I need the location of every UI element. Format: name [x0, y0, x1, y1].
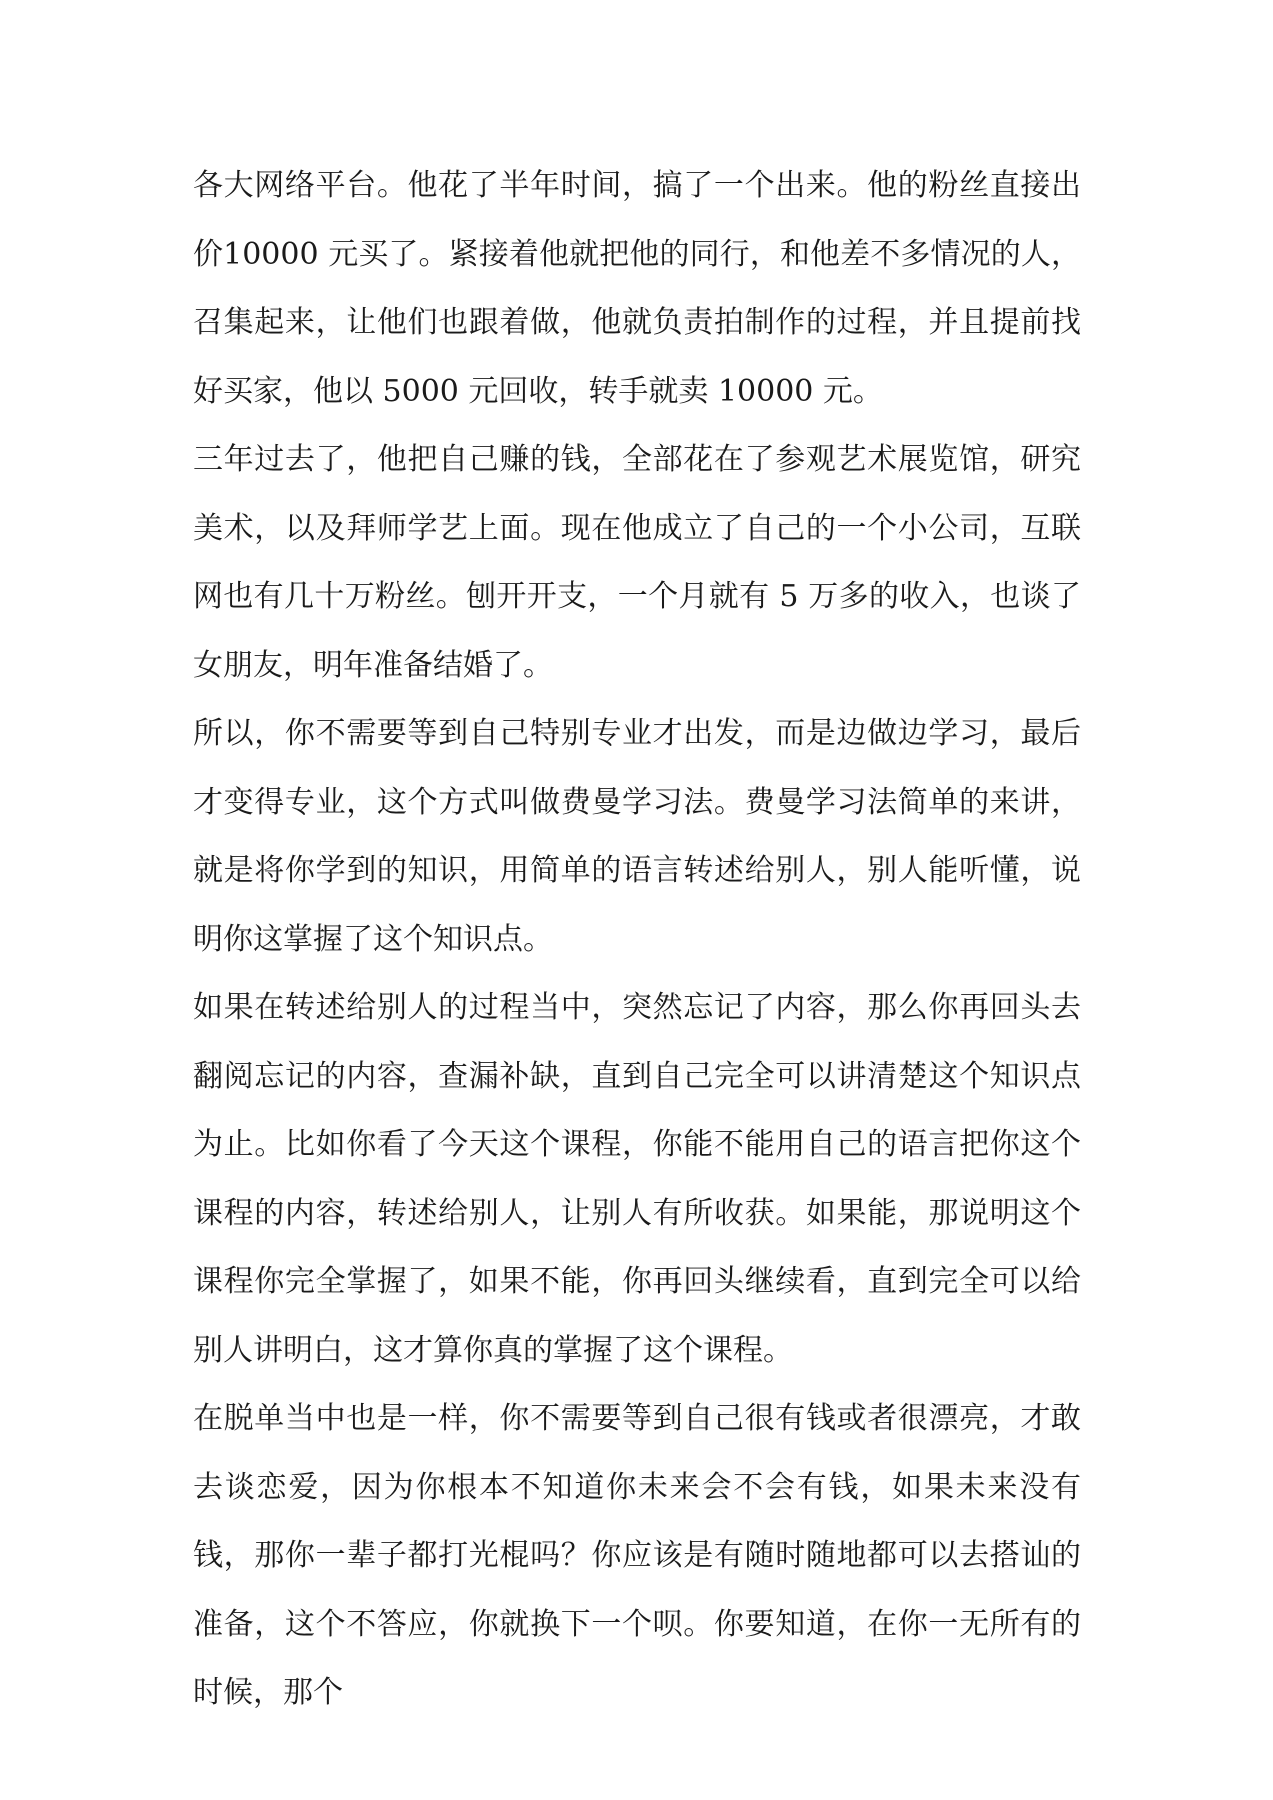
paragraph-3: 所以，你不需要等到自己特别专业才出发，而是边做边学习，最后才变得专业，这个方式叫做费曼学习法。费曼学习法简单的来讲，就是将你学到的知识，用简单的语言转述给别人，别人能听懂，说明你这掌握了这个知识点。: [193, 716, 1081, 957]
paragraph-5: 在脱单当中也是一样，你不需要等到自己很有钱或者很漂亮，才敢去谈恋爱，因为你根本不知道你未来会不会有钱，如果未来没有钱，那你一辈子都打光棍吗？你应该是有随时随地都可以去搭讪的准备，这个不答应，你就换下一个呗。你要知道，在你一无所有的时候，那个: [193, 1401, 1081, 1710]
document-body: [193, 152, 1081, 1728]
paragraph-4: 如果在转述给别人的过程当中，突然忘记了内容，那么你再回头去翻阅忘记的内容，查漏补缺，直到自己完全可以讲清楚这个知识点为止。比如你看了今天这个课程，你能不能用自己的语言把你这个课程的内容，转述给别人，让别人有所收获。如果能，那说明这个课程你完全掌握了，如果不能，你再回头继续看，直到完全可以给别人讲明白，这才算你真的掌握了这个课程。: [193, 990, 1081, 1368]
paragraph-2: 三年过去了，他把自己赚的钱，全部花在了参观艺术展览馆，研究美术，以及拜师学艺上面。现在他成立了自己的一个小公司，互联网也有几十万粉丝。刨开开支，一个月就有 5 万多的收入，也谈了女朋友，明年准备结婚了。: [193, 442, 1081, 683]
paragraph-1: 各大网络平台。他花了半年时间，搞了一个出来。他的粉丝直接出价10000 元买了。紧接着他就把他的同行，和他差不多情况的人，召集起来，让他们也跟着做，他就负责拍制作的过程，并且提前找好买家，他以 5000 元回收，转手就卖 10000 元。: [193, 168, 1081, 409]
